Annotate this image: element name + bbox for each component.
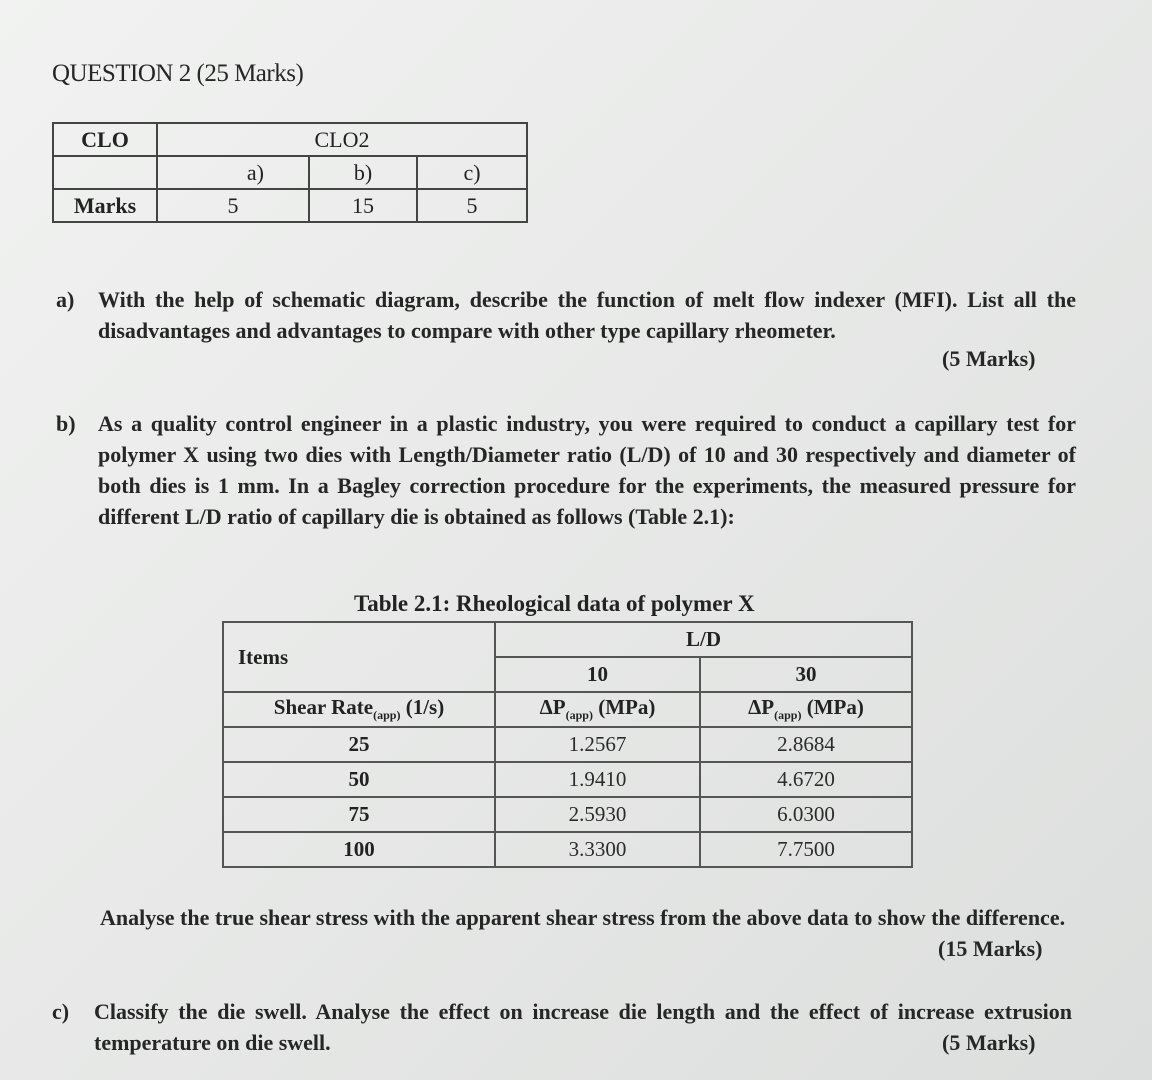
part-b-marks-label: (15 Marks) (938, 936, 1043, 961)
part-a-text: With the help of schematic diagram, describe the function of melt flow indexer (MFI). List all the disadvantages and advantages to compare with other type capillary rheometer. (98, 287, 1076, 343)
question-heading: QUESTION 2 (25 Marks) (52, 60, 304, 87)
part-c-label: c) (417, 156, 527, 189)
part-b-marks: 15 (309, 189, 417, 222)
part-c-text: Classify the die swell. Analyse the effect on increase die length and the effect of increase extrusion temperature on die swell. (94, 999, 1072, 1055)
part-b-task (100, 902, 1076, 933)
ld-10-header: 10 (495, 657, 700, 692)
pressure-ld30-cell: 4.6720 (700, 762, 912, 797)
part-b-text: As a quality control engineer in a plastic industry, you were required to conduct a capillary test for polymer X using two dies with Length/Diameter ratio (L/D) of 10 and 30 respectively and diameter of both dies is 1 mm. In a Bagley correction procedure for the experiments, the measured pressure for different L/D ratio of capillary die is obtained as follows (Table 2.1): (98, 411, 1076, 529)
pressure-subscript-ld30: (app) (774, 708, 802, 723)
pressure-ld30-cell: 2.8684 (700, 727, 912, 762)
pressure-unit-ld10: (MPa) (598, 695, 656, 720)
part-a-letter: a) (56, 287, 75, 312)
pressure-ld10-cell: 1.2567 (495, 727, 700, 762)
table-row (223, 727, 912, 762)
ld-header: L/D (495, 622, 912, 657)
table-row (223, 762, 912, 797)
ld-30-header: 30 (700, 657, 912, 692)
clo-label: CLO (53, 123, 157, 156)
part-c-letter: c) (52, 999, 70, 1024)
table-caption: Table 2.1: Rheological data of polymer X (354, 591, 755, 616)
part-a-marks-label: (5 Marks) (942, 346, 1036, 371)
pressure-label-ld30: ΔP (748, 695, 775, 720)
table-row (223, 832, 912, 867)
parts-row (53, 156, 527, 189)
pressure-subscript-ld10: (app) (565, 708, 593, 723)
pressure-header-ld30 (700, 692, 912, 727)
shear-rate-cell: 50 (223, 762, 495, 797)
rheo-units-row (223, 692, 912, 727)
table-row (223, 797, 912, 832)
shear-rate-cell: 75 (223, 797, 495, 832)
rheological-data-table (222, 621, 913, 868)
pressure-header-ld10 (495, 692, 700, 727)
pressure-ld10-cell: 3.3300 (495, 832, 700, 867)
pressure-ld30-cell: 6.0300 (700, 797, 912, 832)
pressure-ld10-cell: 2.5930 (495, 797, 700, 832)
part-c-marks-label: (5 Marks) (942, 1030, 1036, 1055)
part-a-label: a) (157, 156, 309, 189)
clo-value: CLO2 (157, 123, 527, 156)
pressure-label-ld10: ΔP (539, 695, 566, 720)
pressure-ld10-cell: 1.9410 (495, 762, 700, 797)
marks-label: Marks (53, 189, 157, 222)
part-b-label: b) (309, 156, 417, 189)
parts-empty-cell (53, 156, 157, 189)
pressure-ld30-cell: 7.7500 (700, 832, 912, 867)
part-b-task-text: Analyse the true shear stress with the apparent shear stress from the above data to show the difference. (100, 905, 1066, 930)
shear-rate-label: Shear Rate (273, 695, 374, 720)
shear-rate-header (223, 692, 495, 727)
pressure-unit-ld30: (MPa) (806, 695, 864, 720)
clo-row (53, 123, 527, 156)
part-c-marks: 5 (417, 189, 527, 222)
rheo-header-row-1 (223, 622, 912, 657)
shear-rate-unit: (1/s) (405, 695, 445, 720)
part-b-letter: b) (56, 411, 76, 436)
clo-table (52, 122, 528, 223)
part-a-marks: 5 (157, 189, 309, 222)
marks-row (53, 189, 527, 222)
items-header: Items (223, 622, 495, 692)
shear-rate-subscript: (app) (373, 708, 401, 723)
shear-rate-cell: 100 (223, 832, 495, 867)
shear-rate-cell: 25 (223, 727, 495, 762)
